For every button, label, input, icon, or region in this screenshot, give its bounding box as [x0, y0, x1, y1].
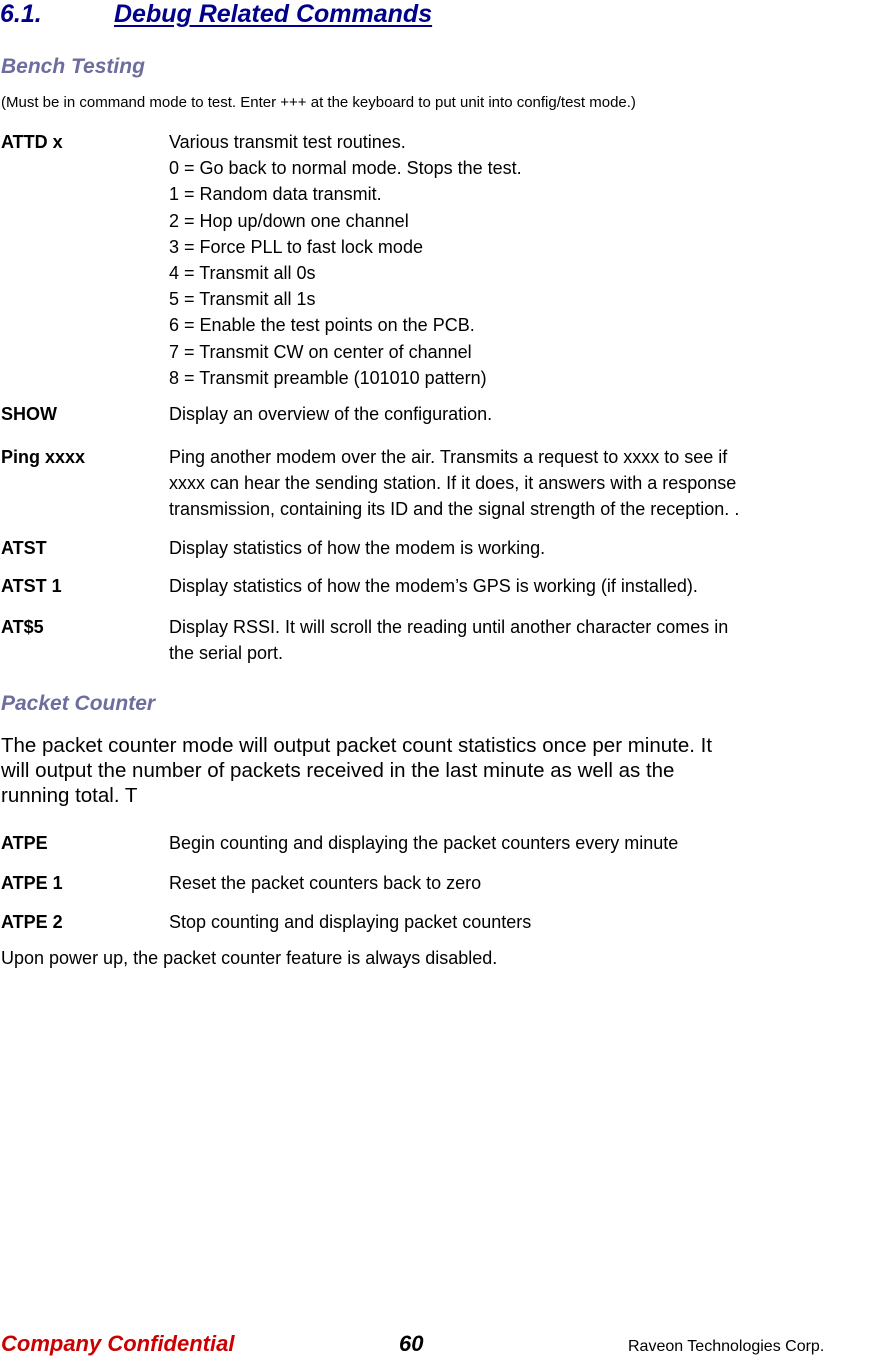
attd-line: 5 = Transmit all 1s [169, 289, 316, 310]
footer-company: Raveon Technologies Corp. [628, 1338, 825, 1355]
atpe-command: ATPE [1, 833, 48, 853]
packet-counter-intro [1, 733, 712, 808]
atpe-description: Begin counting and displaying the packet counters every minute [169, 833, 679, 853]
at5-line: Display RSSI. It will scroll the reading until another character comes in [169, 617, 729, 637]
page-number: 60 [399, 1331, 424, 1356]
ping-line: transmission, containing its ID and the signal strength of the reception. . [169, 499, 740, 520]
attd-line: 3 = Force PLL to fast lock mode [169, 236, 423, 257]
section-heading [0, 0, 432, 29]
ping-line: xxxx can hear the sending station. If it does, it answers with a response [169, 473, 737, 494]
packet-counter-closing: Upon power up, the packet counter feature is always disabled. [1, 948, 498, 968]
command-mode-note: (Must be in command mode to test. Enter +++ at the keyboard to put unit into config/test mode.) [1, 94, 636, 111]
packet-counter-heading: Packet Counter [1, 692, 156, 715]
intro-line: running total. T [1, 784, 138, 807]
section-title: Debug Related Commands [114, 0, 433, 28]
intro-line: The packet counter mode will output packet count statistics once per minute. It [1, 734, 713, 757]
atst-command: ATST [1, 538, 47, 558]
show-command: SHOW [1, 404, 57, 424]
show-description: Display an overview of the configuration. [169, 404, 493, 424]
attd-line: 6 = Enable the test points on the PCB. [169, 315, 475, 336]
bench-testing-heading: Bench Testing [1, 55, 145, 78]
atst1-description: Display statistics of how the modem’s GPS is working (if installed). [169, 576, 698, 596]
at5-command: AT$5 [1, 617, 44, 637]
ping-line: Ping another modem over the air. Transmits a request to xxxx to see if [169, 447, 728, 467]
at5-description [169, 614, 728, 666]
atpe2-command: ATPE 2 [1, 912, 63, 932]
attd-command: ATTD x [1, 132, 63, 152]
footer-confidential: Company Confidential [1, 1331, 235, 1356]
atst-description: Display statistics of how the modem is working. [169, 538, 546, 558]
attd-line: 1 = Random data transmit. [169, 184, 382, 205]
atpe1-description: Reset the packet counters back to zero [169, 873, 482, 893]
attd-line: 8 = Transmit preamble (101010 pattern) [169, 367, 487, 388]
attd-line: 0 = Go back to normal mode. Stops the test. [169, 158, 522, 179]
at5-line: the serial port. [169, 643, 284, 664]
atst1-command: ATST 1 [1, 576, 62, 596]
section-number: 6.1. [0, 0, 42, 28]
attd-line: 7 = Transmit CW on center of channel [169, 341, 472, 362]
attd-line: Various transmit test routines. [169, 132, 406, 152]
attd-line: 4 = Transmit all 0s [169, 263, 316, 284]
atpe2-description: Stop counting and displaying packet counters [169, 912, 532, 932]
attd-description [169, 129, 522, 391]
atpe1-command: ATPE 1 [1, 873, 63, 893]
intro-line: will output the number of packets received in the last minute as well as the [1, 759, 675, 782]
attd-line: 2 = Hop up/down one channel [169, 210, 409, 231]
ping-description [169, 444, 739, 523]
ping-command: Ping xxxx [1, 447, 86, 467]
